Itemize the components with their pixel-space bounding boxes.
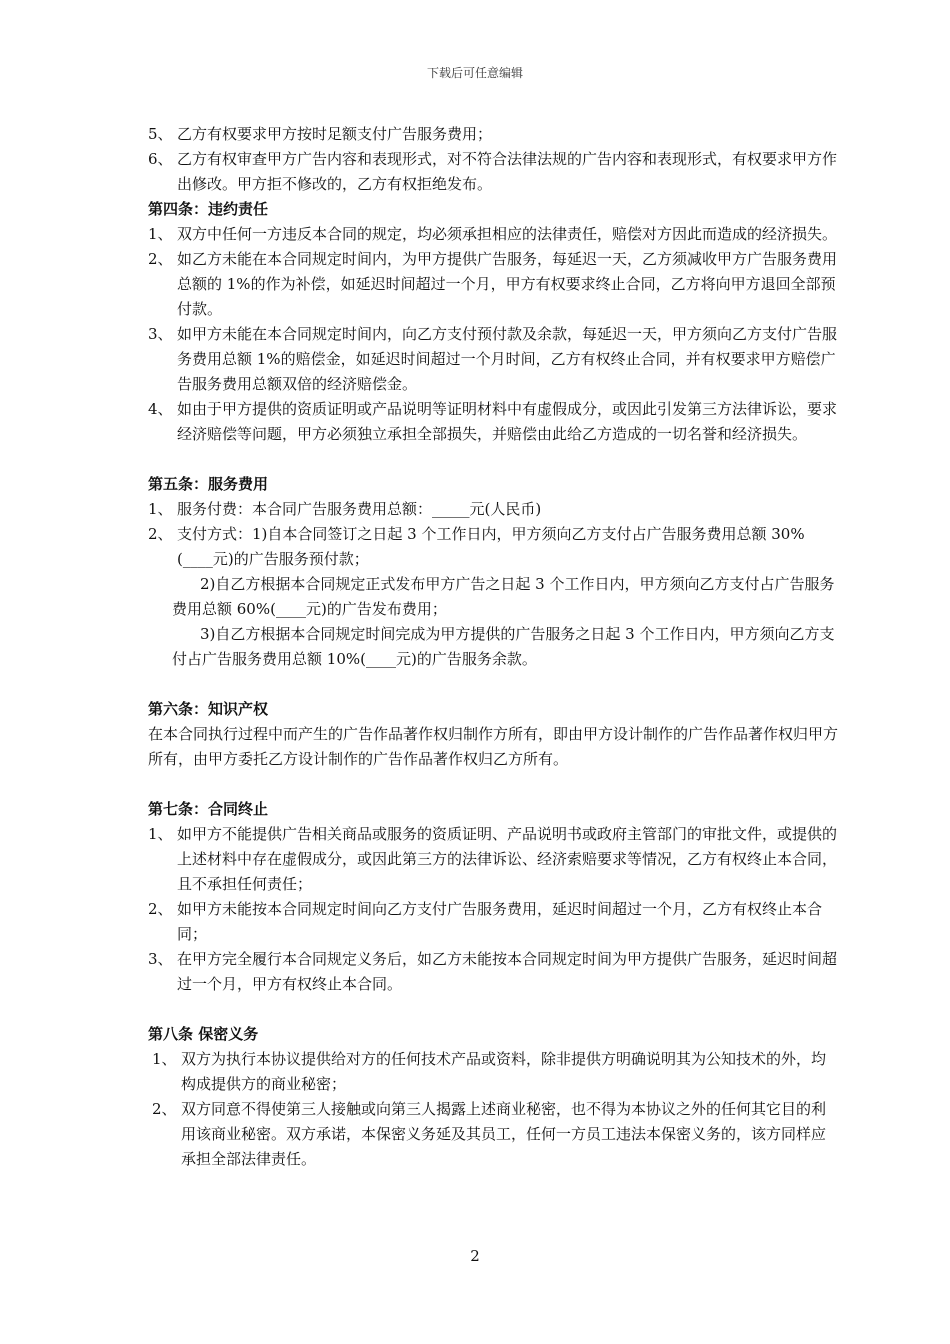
clause-number: 2、 bbox=[148, 525, 173, 543]
section-title-article-6: 第六条：知识产权 bbox=[148, 700, 269, 718]
payment-subclause-3: 3)自乙方根据本合同规定时间完成为甲方提供的广告服务之日起 3 个工作日内，甲方须向乙方支付占广告服务费用总额 10%(____元)的广告服务余款。 bbox=[172, 625, 835, 668]
clause-text: 双方同意不得使第三人接触或向第三人揭露上述商业秘密，也不得为本协议之外的任何其它目的利用该商业秘密。双方承诺，本保密义务延及其员工，任何一方员工违法本保密义务的，该方同样应承担全部法律责任。 bbox=[181, 1100, 827, 1168]
clause-text: 在甲方完全履行本合同规定义务后，如乙方未能按本合同规定时间为甲方提供广告服务，延迟时间超过一个月，甲方有权终止本合同。 bbox=[177, 950, 838, 993]
section-title-article-4: 第四条：违约责任 bbox=[148, 200, 269, 218]
clause-number: 2、 bbox=[148, 900, 173, 918]
page-number: 2 bbox=[470, 1247, 480, 1265]
clause-number: 2、 bbox=[148, 250, 173, 268]
paragraph-gap bbox=[148, 672, 838, 697]
clause-text: 如由于甲方提供的资质证明或产品说明等证明材料中有虚假成分，或因此引发第三方法律诉讼，要求经济赔偿等问题，甲方必须独立承担全部损失，并赔偿由此给乙方造成的一切名誉和经济损失。 bbox=[177, 400, 838, 443]
clause-text: 乙方有权审查甲方广告内容和表现形式，对不符合法律法规的广告内容和表现形式，有权要求甲方作出修改。甲方拒不修改的，乙方有权拒绝发布。 bbox=[177, 150, 838, 193]
clause-item bbox=[148, 947, 838, 997]
clause-text: 乙方有权要求甲方按时足额支付广告服务费用； bbox=[177, 125, 493, 143]
clause-item bbox=[148, 247, 838, 322]
clause-number: 4、 bbox=[148, 400, 173, 418]
clause-item bbox=[148, 497, 838, 522]
clause-item bbox=[148, 822, 838, 897]
clause-text: 如甲方未能在本合同规定时间内，向乙方支付预付款及余款，每延迟一天，甲方须向乙方支付广告服务费用总额 1%的赔偿金，如延迟时间超过一个月时间，乙方有权终止合同，并有权要求甲方赔偿广告服务费用总额双倍的经济赔偿金。 bbox=[177, 325, 838, 393]
clause-item bbox=[148, 897, 838, 947]
clause-number: 3、 bbox=[148, 950, 173, 968]
clause-item bbox=[148, 122, 838, 147]
clause-text: 如甲方不能提供广告相关商品或服务的资质证明、产品说明书或政府主管部门的审批文件，或提供的上述材料中存在虚假成分，或因此第三方的法律诉讼、经济索赔要求等情况，乙方有权终止本合同，且不承担任何责任； bbox=[177, 825, 838, 893]
clause-item bbox=[148, 322, 838, 397]
clause-text: 双方为执行本协议提供给对方的任何技术产品或资料，除非提供方明确说明其为公知技术的外，均构成提供方的商业秘密； bbox=[181, 1050, 827, 1093]
clause-text: 服务付费：本合同广告服务费用总额：_____元(人民币) bbox=[177, 500, 542, 518]
clause-number: 1、 bbox=[148, 825, 173, 843]
clause-number: 5、 bbox=[148, 125, 173, 143]
paragraph-gap bbox=[148, 997, 838, 1022]
clause-number: 1、 bbox=[152, 1050, 177, 1068]
clause-item bbox=[148, 1047, 838, 1097]
document-body bbox=[148, 122, 838, 1172]
page-header: 下载后可任意编辑 bbox=[426, 66, 523, 80]
paragraph-gap bbox=[148, 447, 838, 472]
paragraph-gap bbox=[148, 772, 838, 797]
section-title-article-7: 第七条：合同终止 bbox=[148, 800, 269, 818]
section-title-article-8: 第八条 保密义务 bbox=[148, 1025, 259, 1043]
clause-number: 3、 bbox=[148, 325, 173, 343]
clause-number: 1、 bbox=[148, 225, 173, 243]
clause-item bbox=[148, 522, 838, 572]
payment-subclause-2: 2)自乙方根据本合同规定正式发布甲方广告之日起 3 个工作日内，甲方须向乙方支付占广告服务费用总额 60%(____元)的广告发布费用； bbox=[172, 575, 835, 618]
clause-number: 1、 bbox=[148, 500, 173, 518]
clause-text: 如乙方未能在本合同规定时间内，为甲方提供广告服务，每延迟一天，乙方须减收甲方广告服务费用总额的 1%的作为补偿，如延迟时间超过一个月，甲方有权要求终止合同，乙方将向甲方退回全部预付款。 bbox=[177, 250, 838, 318]
clause-text: 双方中任何一方违反本合同的规定，均必须承担相应的法律责任，赔偿对方因此而造成的经济损失。 bbox=[177, 225, 838, 243]
clause-text: 支付方式：1)自本合同签订之日起 3 个工作日内，甲方须向乙方支付占广告服务费用总额 30%(____元)的广告服务预付款； bbox=[177, 525, 805, 568]
ip-paragraph: 在本合同执行过程中而产生的广告作品著作权归制作方所有，即由甲方设计制作的广告作品著作权归甲方所有，由甲方委托乙方设计制作的广告作品著作权归乙方所有。 bbox=[148, 725, 839, 768]
clause-number: 6、 bbox=[148, 150, 173, 168]
clause-text: 如甲方未能按本合同规定时间向乙方支付广告服务费用，延迟时间超过一个月，乙方有权终止本合同； bbox=[177, 900, 823, 943]
clause-item bbox=[148, 222, 838, 247]
clause-item bbox=[148, 1097, 838, 1172]
clause-number: 2、 bbox=[152, 1100, 177, 1118]
section-title-article-5: 第五条：服务费用 bbox=[148, 475, 269, 493]
clause-item bbox=[148, 397, 838, 447]
clause-item bbox=[148, 147, 838, 197]
